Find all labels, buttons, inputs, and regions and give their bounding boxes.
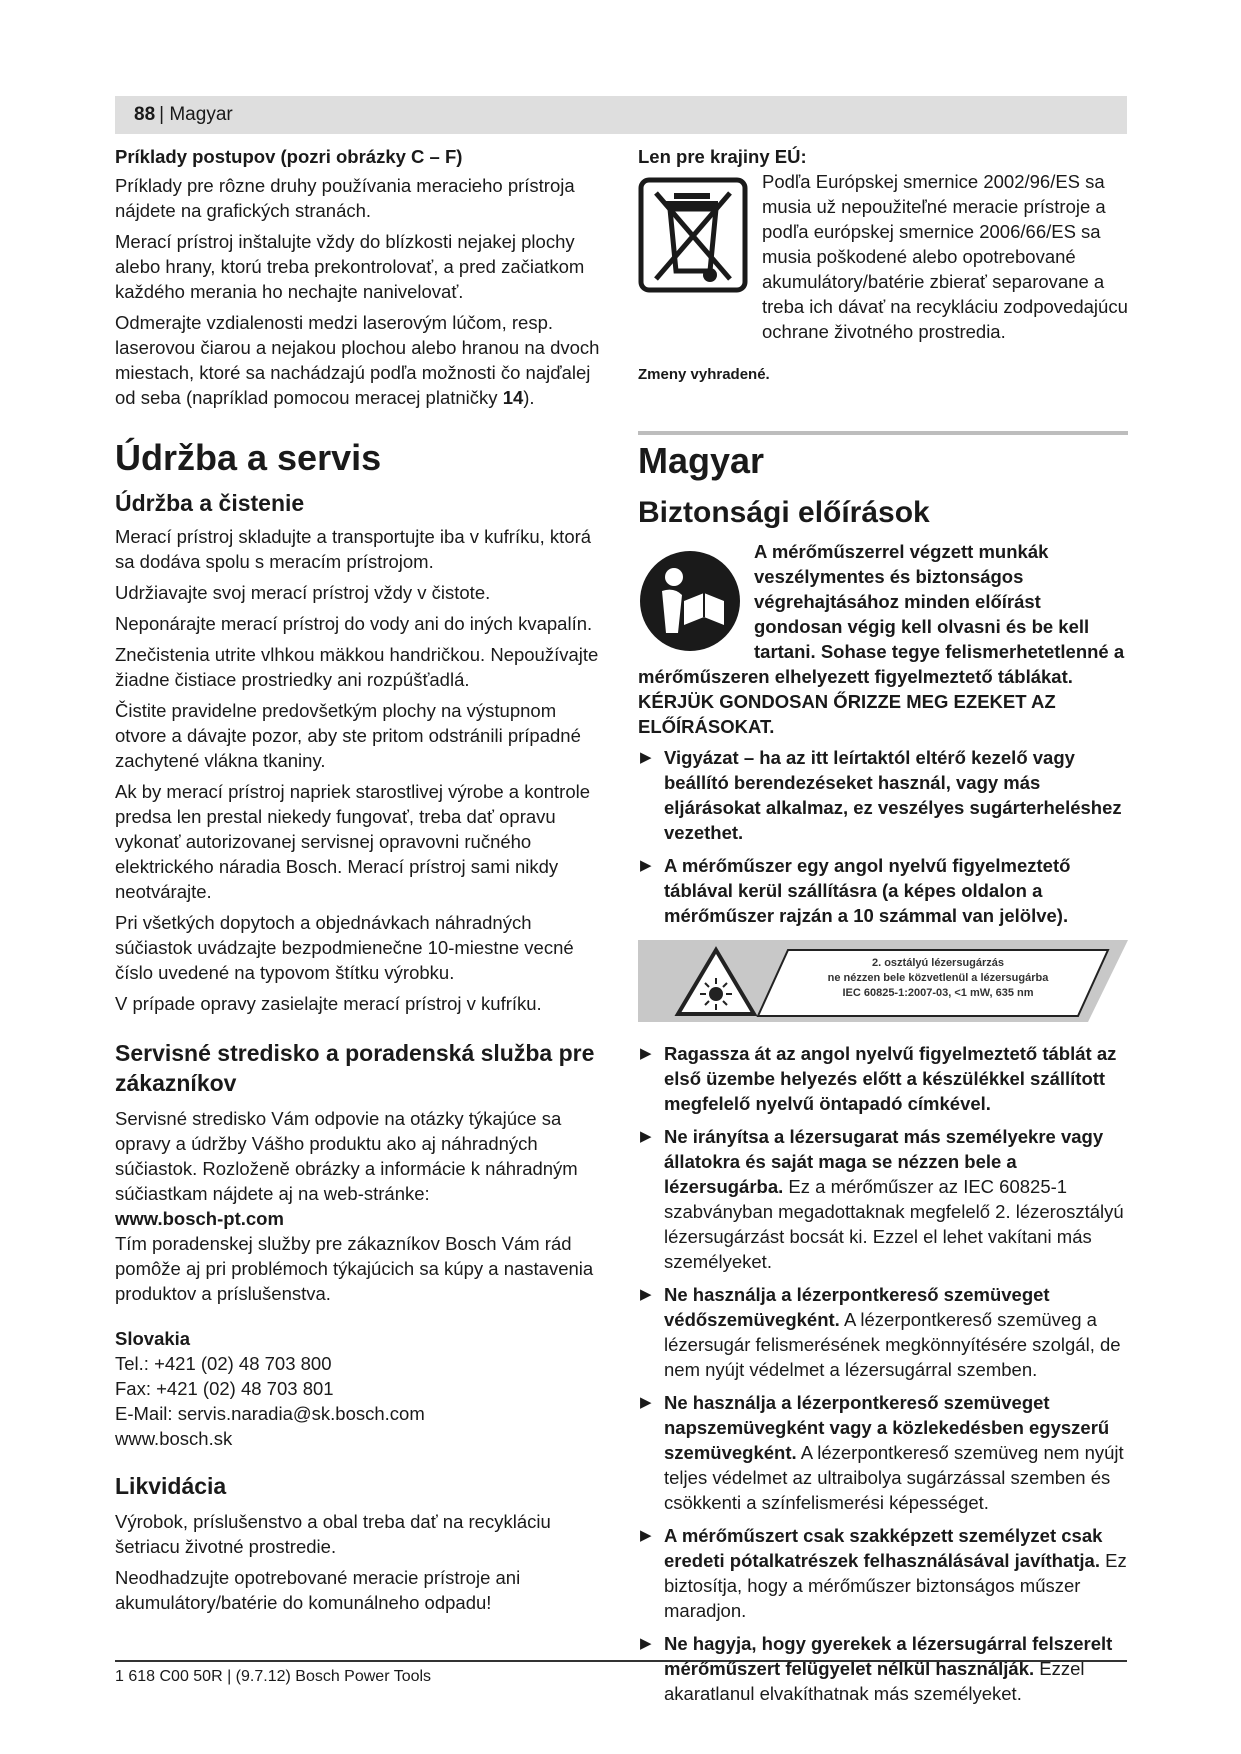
email[interactable]: E-Mail: servis.naradia@sk.bosch.com — [115, 1403, 425, 1424]
fax: Fax: +421 (02) 48 703 801 — [115, 1378, 334, 1399]
language-title: Magyar — [638, 440, 765, 481]
safety-list-2 — [638, 1041, 1128, 1706]
maintenance-title: Údržba a servis — [115, 437, 382, 478]
maintenance-subtitle: Údržba a čistenie — [115, 490, 305, 516]
service-p2: Tím poradenskej služby pre zákazníkov Bosch Vám rád pomôže aj pri problémoch týkajúcich sa kúpy a nastavenia produktov a príslušenstva. — [115, 1233, 594, 1304]
triangle-right-icon: ▶ — [640, 1394, 652, 1411]
country-heading: Slovakia — [115, 1328, 191, 1349]
laser-warning-label — [638, 938, 1128, 1029]
maint-p7: Pri všetkých dopytoch a objednávkach náhradných súčiastok uvádzajte bezpodmienečne 10-miestne vecné číslo uvedené na typovom štítku výrobku. — [115, 912, 574, 983]
maint-p8: V prípade opravy zasielajte merací prístroj v kufríku. — [115, 993, 542, 1014]
crossed-bin-icon — [638, 169, 748, 344]
changes-note: Zmeny vyhradené. — [638, 366, 770, 383]
triangle-right-icon: ▶ — [640, 1286, 652, 1303]
eu-text: Podľa Európskej smernice 2002/96/ES sa musia už nepoužiteľné meracie prístroje a podľa európskej smernice 2006/66/ES sa musia poškodené alebo opotrebované akumulátory/batérie zbierať separovane a treba ich dávať na recykláciu zodpovedajúcu ochrane životného prostredia. — [762, 171, 1128, 342]
right-column — [638, 144, 1128, 1714]
label-text: 2. osztályú lézersugárzás ne nézzen bele közvetlenül a lézersugárba IEC 60825-1:2007-03, <1 mW, 635 nm — [827, 957, 1049, 999]
triangle-right-icon: ▶ — [640, 1527, 652, 1544]
footer-rule — [115, 1660, 1127, 1662]
maint-p1: Merací prístroj skladujte a transportujte iba v kufríku, ktorá sa dodáva spolu s meracím prístrojom. — [115, 526, 592, 572]
list-item: ▶ Ne irányítsa a lézersugarat más személyekre vagy állatokra és saját maga se nézzen bele a lézersugárba. Ez a mérőműszer az IEC 60825-1 szabványban megadottaknak megfelelő 2. lézerosztályú lézersugárzást bocsát ki. Ezzel el lehet vakítani más személyeket. — [640, 1126, 1124, 1272]
examples-p1: Príklady pre rôzne druhy používania meracieho prístroja nájdete na grafických stranách. — [115, 175, 575, 221]
triangle-right-icon: ▶ — [640, 1635, 652, 1652]
section-divider — [638, 431, 1128, 435]
safety-intro-block — [638, 539, 1128, 739]
service-p1: Servisné stredisko Vám odpovie na otázky týkajúce sa opravy a údržby Vášho produktu ako aj náhradných súčiastok. Rozloženě obrázky a informácie k náhradným súčiastkam nájdete aj na web-stránke: — [115, 1108, 578, 1204]
left-column — [115, 144, 605, 1621]
triangle-right-icon: ▶ — [640, 857, 652, 874]
eu-block — [638, 169, 1128, 344]
page-footer: 1 618 C00 50R | (9.7.12) Bosch Power Tools — [115, 1668, 432, 1685]
safety-title: Biztonsági előírások — [638, 496, 930, 529]
examples-heading: Príklady postupov (pozri obrázky C – F) — [115, 146, 463, 167]
maint-p5: Čistite pravidelne predovšetkým plochy na výstupnom otvore a dávajte pozor, aby ste pritom odstránili prípadné zachytené vlákna tkaniny. — [115, 700, 581, 771]
service-heading: Servisné stredisko a poradenská služba pre zákazníkov — [115, 1040, 595, 1096]
service-url[interactable]: www.bosch-pt.com — [115, 1208, 284, 1229]
list-item: ▶ Vigyázat – ha az itt leírtaktól eltérő kezelő vagy beállító berendezéseket használ, vagy más eljárásokat alkalmaz, ez veszélyes sugárterheléshez vezethet. — [640, 747, 1122, 843]
maint-p4: Znečistenia utrite vlhkou mäkkou handričkou. Nepoužívajte žiadne čistiace prostriedky ani rozpúšťadlá. — [115, 644, 599, 690]
triangle-right-icon: ▶ — [640, 1045, 652, 1062]
list-item: ▶ Ne hagyja, hogy gyerekek a lézersugárral felszerelt mérőműszert felügyelet nélkül használják. Ezzel akaratlanul elvakíthatnak más személyeket. — [640, 1633, 1113, 1704]
list-item: ▶ Ragassza át az angol nyelvű figyelmeztető táblát az első üzembe helyezés előtt a készülékkel szállított megfelelő nyelvű öntapadó címkével. — [640, 1043, 1117, 1114]
eu-heading: Len pre krajiny EÚ: — [638, 146, 807, 167]
triangle-right-icon: ▶ — [640, 1128, 652, 1145]
tel: Tel.: +421 (02) 48 703 800 — [115, 1353, 332, 1374]
list-item: ▶ Ne használja a lézerpontkereső szemüveget védőszemüvegként. A lézerpontkereső szemüveg a lézersugár felismerésének megkönnyítésére szolgál, de nem nyújt védelmet a lézersugárral szemben. — [640, 1284, 1121, 1380]
list-item: ▶ Ne használja a lézerpontkereső szemüveget napszemüvegként vagy a közlekedésben egyszerű szemüvegként. A lézerpontkereső szemüveg nem nyújt teljes védelmet az ultraibolya sugárzással szemben és csökkenti a színfelismerési képességet. — [640, 1392, 1124, 1513]
header-language: Magyar — [169, 104, 233, 125]
triangle-right-icon: ▶ — [640, 749, 652, 766]
safety-list — [638, 745, 1128, 928]
disposal-p1: Výrobok, príslušenstvo a obal treba dať na recykláciu šetriacu životné prostredie. — [115, 1511, 551, 1557]
read-manual-icon — [638, 549, 742, 658]
list-item: ▶ A mérőműszer egy angol nyelvű figyelmeztető táblával kerül szállításra (a képes oldalon a mérőműszer rajzán a 10 számmal van jelölve). — [640, 855, 1071, 926]
list-item: ▶ A mérőműszert csak szakképzett személyzet csak eredeti pótalkatrészek felhasználásával javíthatja. Ez biztosítja, hogy a mérőműszer biztonságos műszer maradjon. — [640, 1525, 1127, 1621]
examples-p3: Odmerajte vzdialenosti medzi laserovým lúčom, resp. laserovou čiarou a nejakou plochou alebo hranou na dvoch miestach, ktoré sa nachádzajú podľa možnosti čo najďalej od seba (napríklad pomocou meracej platničky 14). — [115, 312, 600, 408]
disposal-p2: Neodhadzujte opotrebované meracie prístroje ani akumulátory/batérie do komunálneho odpadu! — [115, 1567, 521, 1613]
page-number: 88 — [134, 104, 156, 125]
web-link[interactable]: www.bosch.sk — [115, 1428, 233, 1449]
examples-p2: Merací prístroj inštalujte vždy do blízkosti nejakej plochy alebo hrany, ktorú treba prekontrolovať, a pred začiatkom každého merania ho nechajte nanivelovať. — [115, 231, 585, 302]
disposal-heading: Likvidácia — [115, 1473, 227, 1499]
maint-p6: Ak by merací prístroj napriek starostlivej výrobe a kontrole predsa len prestal niekedy fungovať, treba dať opravu vykonať autorizovanej servisnej opravovni ručného elektrického náradia Bosch. Merací prístroj sami nikdy neotvárajte. — [115, 781, 591, 902]
maint-p3: Neponárajte merací prístroj do vody ani do iných kvapalín. — [115, 613, 593, 634]
safety-intro: A mérőműszerrel végzett munkák veszélymentes és biztonságos végrehajtásához minden előírást gondosan végig kell olvasni és be kell tartani. Sohase tegye felismerhetetlenné a mérőműszeren elhelyezett figyelmeztető táblákat. KÉRJÜK GONDOSAN ŐRIZZE MEG EZEKET AZ ELŐÍRÁSOKAT. — [638, 541, 1125, 737]
maint-p2: Udržiavajte svoj merací prístroj vždy v čistote. — [115, 582, 491, 603]
page-header: 88 | Magyar — [115, 96, 1127, 134]
